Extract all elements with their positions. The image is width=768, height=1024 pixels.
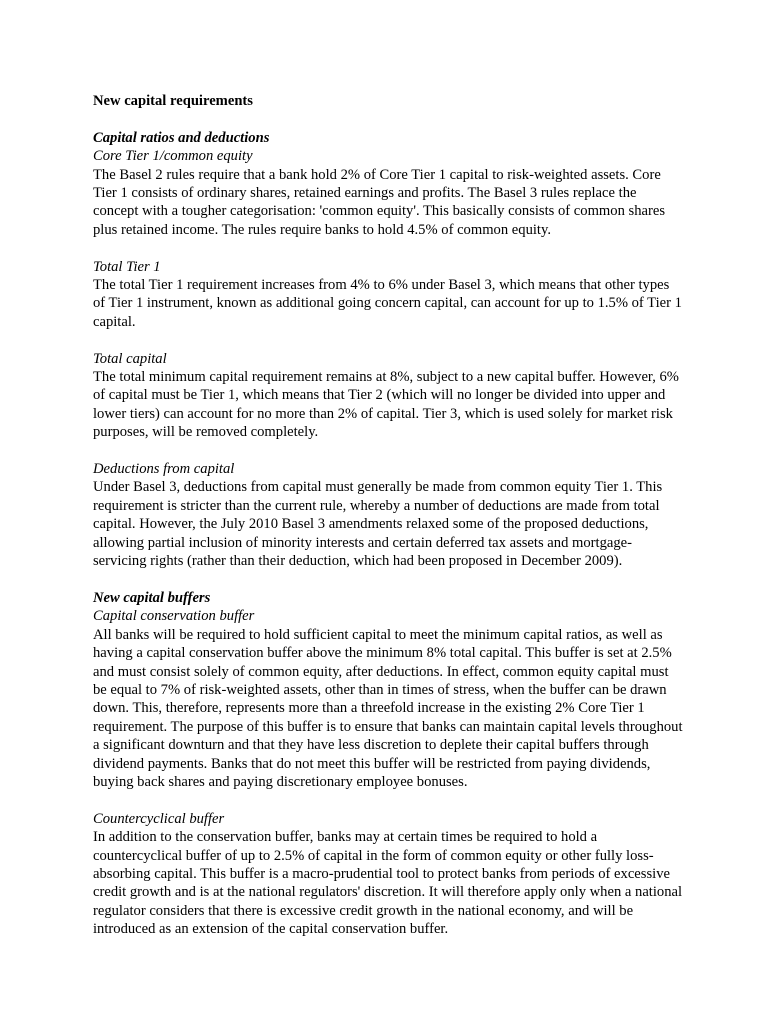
subheading-core-tier-1: Core Tier 1/common equity <box>93 148 253 165</box>
paragraph-deductions: Under Basel 3, deductions from capital must generally be made from common equity Tier 1. This requirement is stricter than the current rule, whereby a number of deductions are made from total capital. However, the July 2010 Basel 3 amendments relaxed some of the proposed deductions, allowing partial inclusion of minority interests and certain deferred tax assets and mortgage-servicing rights (rather than their deduction, which had been proposed in December 2009). <box>93 479 663 570</box>
paragraph-countercyclical-buffer: In addition to the conservation buffer, banks may at certain times be required to hold a countercyclical buffer of up to 2.5% of capital in the form of common equity or other fully loss-absorbing capital. This buffer is a macro-prudential tool to protect banks from periods of excessive credit growth and is at the national regulators' discretion. It will therefore apply only when a national regulator considers that there is excessive credit growth in the national economy, and will be introduced as an extension of the capital conservation buffer. <box>93 829 683 938</box>
subheading-total-tier-1: Total Tier 1 <box>93 258 161 275</box>
document-title: New capital requirements <box>93 93 253 109</box>
section-heading-capital-buffers: New capital buffers <box>93 589 211 606</box>
subheading-total-capital: Total capital <box>93 350 167 367</box>
section-heading-capital-ratios: Capital ratios and deductions <box>93 129 270 146</box>
paragraph-core-tier-1: The Basel 2 rules require that a bank hold 2% of Core Tier 1 capital to risk-weighted assets. Core Tier 1 consists of ordinary shares, retained earnings and profits. The Basel 3 rules replace the concept with a tougher categorisation: 'common equity'. This basically consists of common shares plus retained income. The rules require banks to hold 4.5% of common equity. <box>93 166 665 238</box>
subheading-deductions: Deductions from capital <box>93 461 235 478</box>
paragraph-conservation-buffer: All banks will be required to hold sufficient capital to meet the minimum capital ratios, as well as having a capital conservation buffer above the minimum 8% total capital. This buffer is set at 2.5% and must consist solely of common equity, after deductions. In effect, common equity capital must be equal to 7% of risk-weighted assets, other than in times of stress, when the buffer can be drawn down. This, therefore, represents more than a threefold increase in the existing 2% Core Tier 1 requirement. The purpose of this buffer is to ensure that banks can maintain capital levels throughout a significant downturn and that they have less discretion to deplete their capital buffers through dividend payments. Banks that do not meet this buffer will be restricted from paying dividends, buying back shares and paying discretionary employee bonuses. <box>93 626 683 790</box>
paragraph-total-tier-1: The total Tier 1 requirement increases from 4% to 6% under Basel 3, which means that other types of Tier 1 instrument, known as additional going concern capital, can account for up to 1.5% of Tier 1 capital. <box>93 277 682 330</box>
subheading-conservation-buffer: Capital conservation buffer <box>93 608 255 625</box>
paragraph-total-capital: The total minimum capital requirement remains at 8%, subject to a new capital buffer. However, 6% of capital must be Tier 1, which means that Tier 2 (which will no longer be divided into upper and lower tiers) can account for no more than 2% of capital. Tier 3, which is used solely for market risk purposes, will be removed completely. <box>93 369 679 441</box>
subheading-countercyclical-buffer: Countercyclical buffer <box>93 810 225 827</box>
document-page <box>93 92 683 939</box>
